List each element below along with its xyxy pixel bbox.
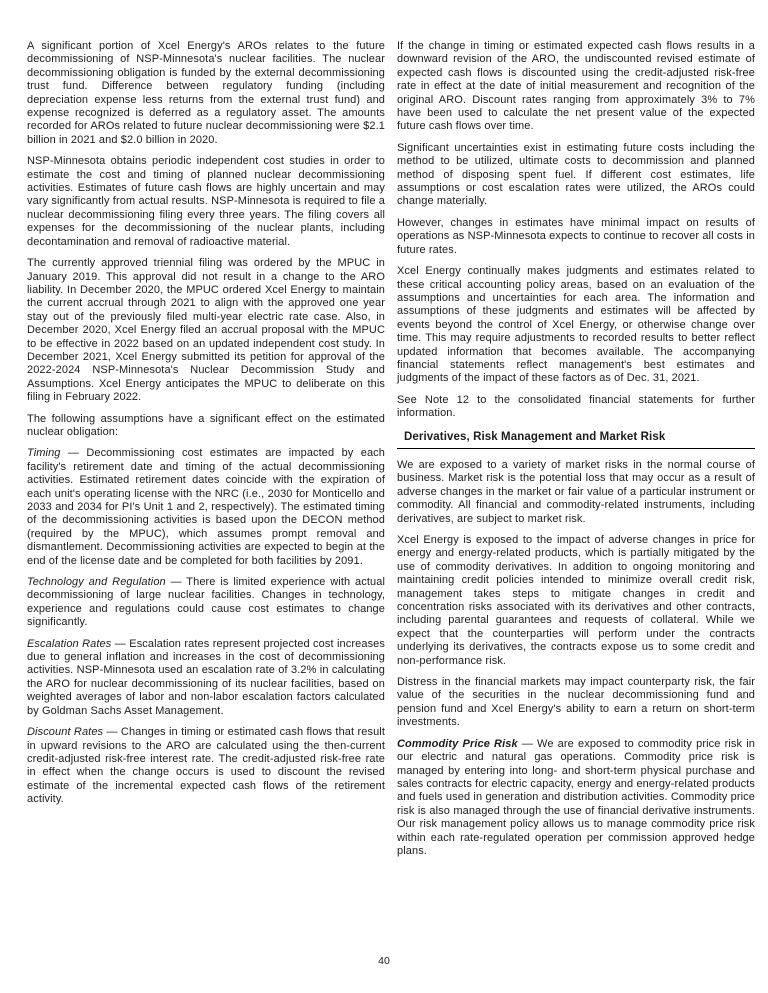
escalation-rates-body: — Escalation rates represent projected cost increases due to general inflation and increases in the cost of decommissioning activities. NSP-Minnesota used an escalation rate of 3.2% in calculating the ARO for nuclear decommissioning of its nuclear facilities, based on weighted averages of labor and non-labor escalation factors calculated by Goldman Sachs Asset Management.	[27, 637, 385, 717]
right-column	[397, 40, 755, 866]
discount-rates-lead: Discount Rates	[27, 726, 104, 739]
paragraph-commodity-price-risk	[397, 738, 755, 859]
commodity-price-risk-lead: Commodity Price Risk	[397, 737, 518, 750]
paragraph-judgments: Xcel Energy continually makes judgments and estimates related to these critical accounting policy areas, based on an evaluation of the assumptions and uncertainties for each area. The information and assumptions of these judgments and estimates will be affected by events beyond the control of Xcel Energy, or otherwise change over time. This may require adjustments to recorded results to better reflect updated information that becomes available. The accompanying financial statements reflect management's best estimates and judgments of the impact of these factors as of Dec. 31, 2021.	[397, 265, 755, 385]
paragraph-price-exposure: Xcel Energy is exposed to the impact of adverse changes in price for energy and energy-related products, which is partially mitigated by the use of commodity derivatives. In addition to ongoing monitoring and maintaining credit policies intended to minimize overall credit risk, management takes steps to mitigate changes in credit and concentration risks associated with its derivatives and other contracts, including parental guarantees and requests of collateral. While we expect that the counterparties will perform under the contracts underlying its derivatives, the contracts expose us to some credit and non-performance risk.	[397, 534, 755, 667]
escalation-rates-lead: Escalation Rates	[27, 637, 112, 650]
discount-rates-body: — Changes in timing or estimated cash flows that result in upward revisions to the ARO are calculated using the then-current credit-adjusted risk-free interest rate. The credit-adjusted risk-free rate in effect when the change occurs is used to discount the revised estimate of the incremental expected cash flows of the retirement activity.	[27, 726, 385, 806]
left-column	[27, 40, 385, 866]
paragraph-uncertainties: Significant uncertainties exist in estimating future costs including the method to be utilized, ultimate costs to decommission and planned method of disposing spent fuel. If different cost estimates, life assumptions or cost escalation rates were utilized, the AROs could change materially.	[397, 141, 755, 208]
paragraph-cost-studies: NSP-Minnesota obtains periodic independent cost studies in order to estimate the cost and timing of planned nuclear decommissioning activities. Estimates of future cash flows are highly uncertain and may vary significantly from actual results. NSP-Minnesota is required to file a nuclear decommissioning filing every three years. The filing covers all expenses for the decommissioning of the nuclear plants, including decontamination and removal of radioactive material.	[27, 155, 385, 248]
paragraph-escalation-rates	[27, 638, 385, 718]
timing-lead: Timing	[27, 447, 61, 460]
paragraph-financial-distress: Distress in the financial markets may impact counterparty risk, the fair value of the securities in the nuclear decommissioning fund and pension fund and Xcel Energy's ability to earn a return on short-term investments.	[397, 676, 755, 729]
paragraph-downward-revision: If the change in timing or estimated expected cash flows results in a downward revision of the ARO, the undiscounted revised estimate of expected cash flows is discounted using the credit-adjusted risk-free rate in effect at the date of initial measurement and recognition of the original ARO. Discount rates ranging from approximately 3% to 7% have been used to calculate the net present value of the expected future cash flows over time.	[397, 40, 755, 133]
paragraph-minimal-impact: However, changes in estimates have minimal impact on results of operations as NSP-Minnesota expects to continue to recover all costs in future rates.	[397, 216, 755, 256]
paragraph-see-note: See Note 12 to the consolidated financial statements for further information.	[397, 393, 755, 420]
paragraph-triennial-filing: The currently approved triennial filing was ordered by the MPUC in January 2019. This approval did not result in a change to the ARO liability. In December 2020, the MPUC ordered Xcel Energy to maintain the current accrual through 2021 to align with the approved one year stay out of the previously filed multi-year electric rate case. Also, in December 2020, Xcel Energy filed an accrual proposal with the MPUC to be effective in 2022 based on an updated independent cost study. In December 2021, Xcel Energy submitted its petition for approval of the 2022-2024 NSP-Minnesota's Nuclear Decommission Study and Assumptions. Xcel Energy anticipates the MPUC to deliberate on this filing in February 2022.	[27, 257, 385, 404]
paragraph-assumptions-intro: The following assumptions have a significant effect on the estimated nuclear obligation:	[27, 412, 385, 438]
technology-regulation-body: — There is limited experience with actual decommissioning of large nuclear facilities. Changes in technology, experience and regulations could cause cost estimates to change significantly.	[27, 576, 385, 629]
timing-body: — Decommissioning cost estimates are impacted by each facility's retirement date and timing of the actual decommissioning activities. Estimated retirement dates coincide with the expiration of each unit's operating license with the NRC (i.e., 2030 for Monticello and 2033 and 2034 for PI's Unit 1 and 2, respectively). The estimated timing of the decommissioning activities is based upon the DECON method (required by the MPUC), which assumes prompt removal and dismantlement. Decommissioning activities are expected to begin at the end of the license date and be completed for both facilities by 2091.	[27, 447, 385, 567]
section-heading-derivatives: Derivatives, Risk Management and Market Risk	[397, 429, 755, 449]
paragraph-market-risks: We are exposed to a variety of market risks in the normal course of business. Market risk is the potential loss that may occur as a result of adverse changes in the market or fair value of a particular instrument or commodity. All financial and commodity-related instruments, including derivatives, are subject to market risk.	[397, 458, 755, 525]
technology-regulation-lead: Technology and Regulation	[27, 576, 166, 589]
paragraph-aro-portion: A significant portion of Xcel Energy's AROs relates to the future decommissioning of NSP-Minnesota's nuclear facilities. The nuclear decommissioning obligation is funded by the external decommissioning trust fund. Difference between regulatory funding (including depreciation expense less returns from the external trust fund) and expense recognized is deferred as a regulatory asset. The amounts recorded for AROs related to future nuclear decommissioning were $2.1 billion in 2021 and $2.0 billion in 2020.	[27, 40, 385, 146]
paragraph-technology-regulation	[27, 576, 385, 630]
paragraph-timing	[27, 447, 385, 568]
two-column-layout	[27, 40, 755, 866]
page-number: 40	[378, 955, 390, 967]
commodity-price-risk-body: — We are exposed to commodity price risk in our electric and natural gas operations. Commodity price risk is managed by entering into long- and short-term physical purchase and sales contracts for electric capacity, energy and energy-related products and fuels used in generation and distribution activities. Commodity price risk is also managed through the use of financial derivative instruments. Our risk management policy allows us to manage commodity price risk within each rate-regulated operation per commission approved hedge plans.	[397, 737, 755, 857]
paragraph-discount-rates	[27, 726, 385, 806]
